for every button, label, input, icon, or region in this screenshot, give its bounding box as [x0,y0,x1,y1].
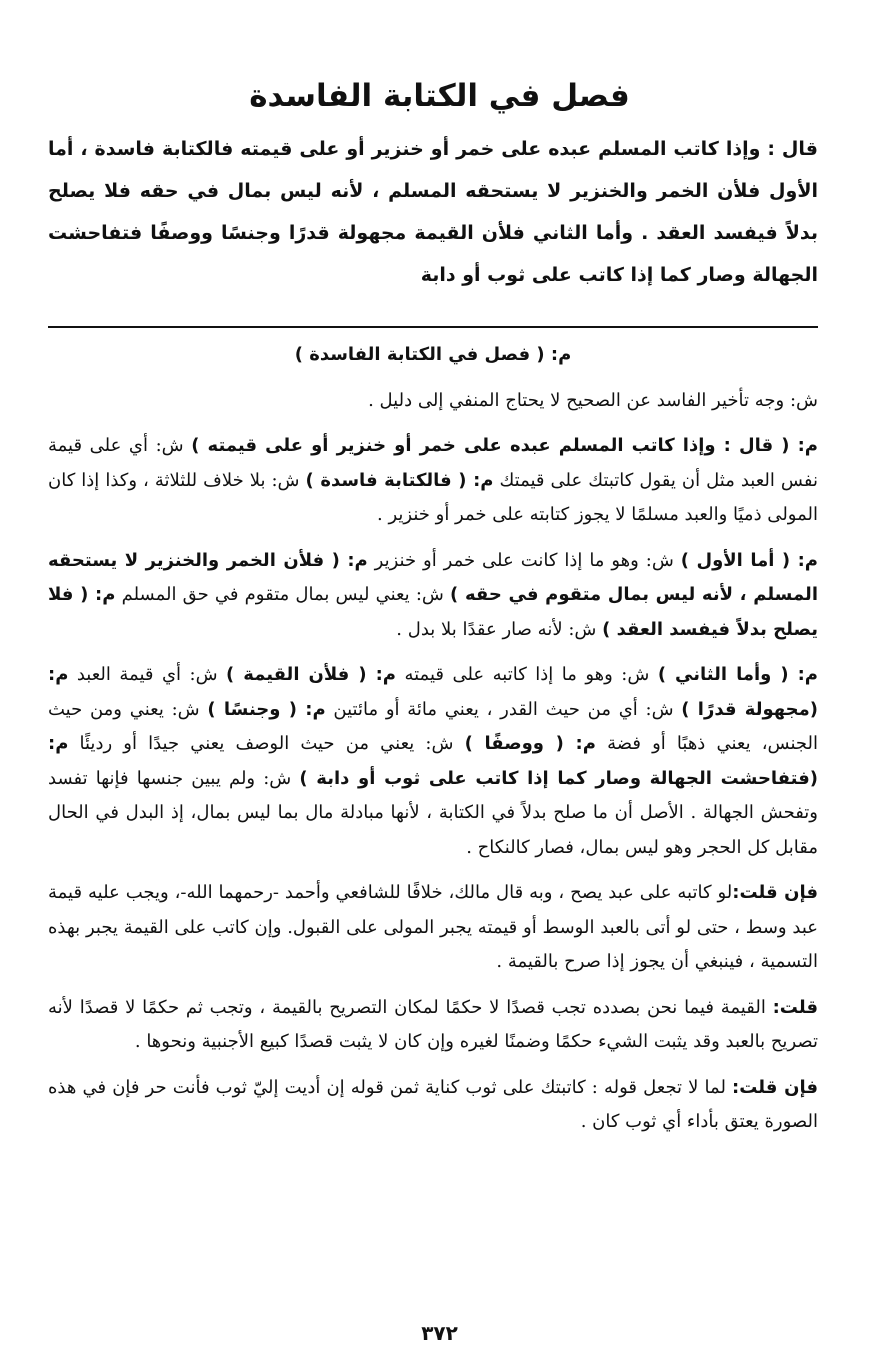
commentary-paragraph-6 [48,991,818,1060]
sharh-text: ش: يعني ليس بمال متقوم في حق المسلم [115,584,451,605]
matn-quote: م: ( فلأن القيمة ) [226,664,396,685]
matn-quote: م: ( قال : وإذا كاتب المسلم عبده على خمر أو خنزير أو على قيمته ) [191,435,819,456]
commentary-paragraph-4 [48,658,818,865]
sharh-text: ش: وهو ما إذا كانت على خمر أو خنزير [367,549,681,571]
objection-text: لو كاتبه على عبد يصح ، وبه قال مالك، خلافًا للشافعي وأحمد -رحمهما الله-، ويجب عليه قيمة عبد وسط ، حتى لو أتى بالعبد الوسط أو قيمته يجبر المولى على القبول. وإن كاتب على القيمة يجبر بهذه التسمية ، فينبغي أن يجوز إذا صرح بالقيمة . [48,882,818,972]
sharh-text: ش: أي على قيمة نفس العبد مثل أن يقول كاتبتك على قيمتك [48,435,818,491]
commentary-paragraph-2 [48,429,818,533]
answer-label: قلت: [772,996,818,1018]
matn-quote: م: ( فلأن الخمر والخنزير لا يستحقه المسلم ، لأنه ليس بمال متقوم في حقه ) [48,549,818,605]
matn-quote: م: ( فلا يصلح بدلاً فيفسد العقد ) [48,584,818,640]
sharh-text: ش: وهو ما إذا كاتبه على قيمته [395,664,658,685]
matn-quote: م: (مجهولة قدرًا ) [48,664,818,720]
sharh-text: ش: أي قيمة العبد [68,664,227,685]
objection-label: فإن قلت: [732,1076,818,1098]
separator-rule [48,326,818,328]
sharh-text: ش: يعني ومن حيث الجنس، يعني ذهبًا أو فضة [48,698,819,754]
sharh-text: ش: بلا خلاف للثلاثة ، وكذا إذا كان المولى ذميًا والعبد مسلمًا لا يجوز كتابته على خمر أو خنزير . [48,469,818,525]
sharh-text: ش: ولم يبين جنسها فإنها تفسد وتفحش الجهالة . الأصل أن ما صلح بدلاً في الكتابة ، لأنها مبادلة مال بما ليس بمال، إذ البدل في الحال مقابل كل الحجر وهو ليس بمال، فصار كالنكاح . [48,767,818,858]
matn-quote: م: ( وجنسًا ) [207,698,326,720]
matn-quote: م: (فتفاحشت الجهالة وصار كما إذا كاتب على ثوب أو دابة ) [48,733,818,789]
commentary-heading: م: ( فصل في الكتابة الفاسدة ) [294,344,572,365]
sharh-text: ش: لأنه صار عقدًا بلا بدل . [396,618,603,640]
commentary-paragraph-1: ش: وجه تأخير الفاسد عن الصحيح لا يحتاج المنفي إلى دليل . [368,389,818,411]
chapter-title: فصل في الكتابة الفاسدة [249,78,630,114]
page-number: ٣٧٢ [421,1321,458,1345]
objection-label: فإن قلت: [732,882,819,903]
sharh-text: ش: أي من حيث القدر ، يعني مائة أو مائتين [325,698,682,720]
commentary-paragraph-7 [48,1071,818,1140]
matn-quote: م: ( أما الأول ) [680,549,818,571]
matn-text: قال : وإذا كاتب المسلم عبده على خمر أو خنزير أو على قيمته فالكتابة فاسدة ، أما الأول فلأن الخمر والخنزير لا يستحقه المسلم ، لأنه ليس بمال في حقه فلا يصلح بدلاً فيفسد العقد . وأما الثاني فلأن القيمة مجهولة قدرًا وجنسًا ووصفًا فتفاحشت الجهالة وصار كما إذا كاتب على ثوب أو دابة [48,138,818,286]
sharh-text: ش: يعني من حيث الوصف يعني جيدًا أو رديئًا [68,733,465,754]
matn-quote: م: ( وأما الثاني ) [657,664,818,685]
objection-text: لما لا تجعل قوله : كاتبتك على ثوب كناية ثمن قوله إن أديت إليّ ثوب فأنت حر فإن في هذه الصورة يعتق بأداء أي ثوب كان . [48,1076,818,1132]
matn-quote: م: ( ووصفًا ) [464,733,596,754]
answer-text: القيمة فيما نحن بصدده تجب قصدًا لا حكمًا لمكان التصريح بالقيمة ، وتجب ثم حكمًا لا قصدًا لأنه تصريح بالعبد وقد يثبت الشيء حكمًا وضمنًا لغيره وإن كان لا يثبت قصدًا كبيع الأجنبية ونحوها . [48,996,818,1052]
matn-quote: م: ( فالكتابة فاسدة ) [305,469,494,491]
commentary-paragraph-3 [48,544,818,648]
commentary-paragraph-5 [48,876,818,980]
commentary [48,338,818,1140]
